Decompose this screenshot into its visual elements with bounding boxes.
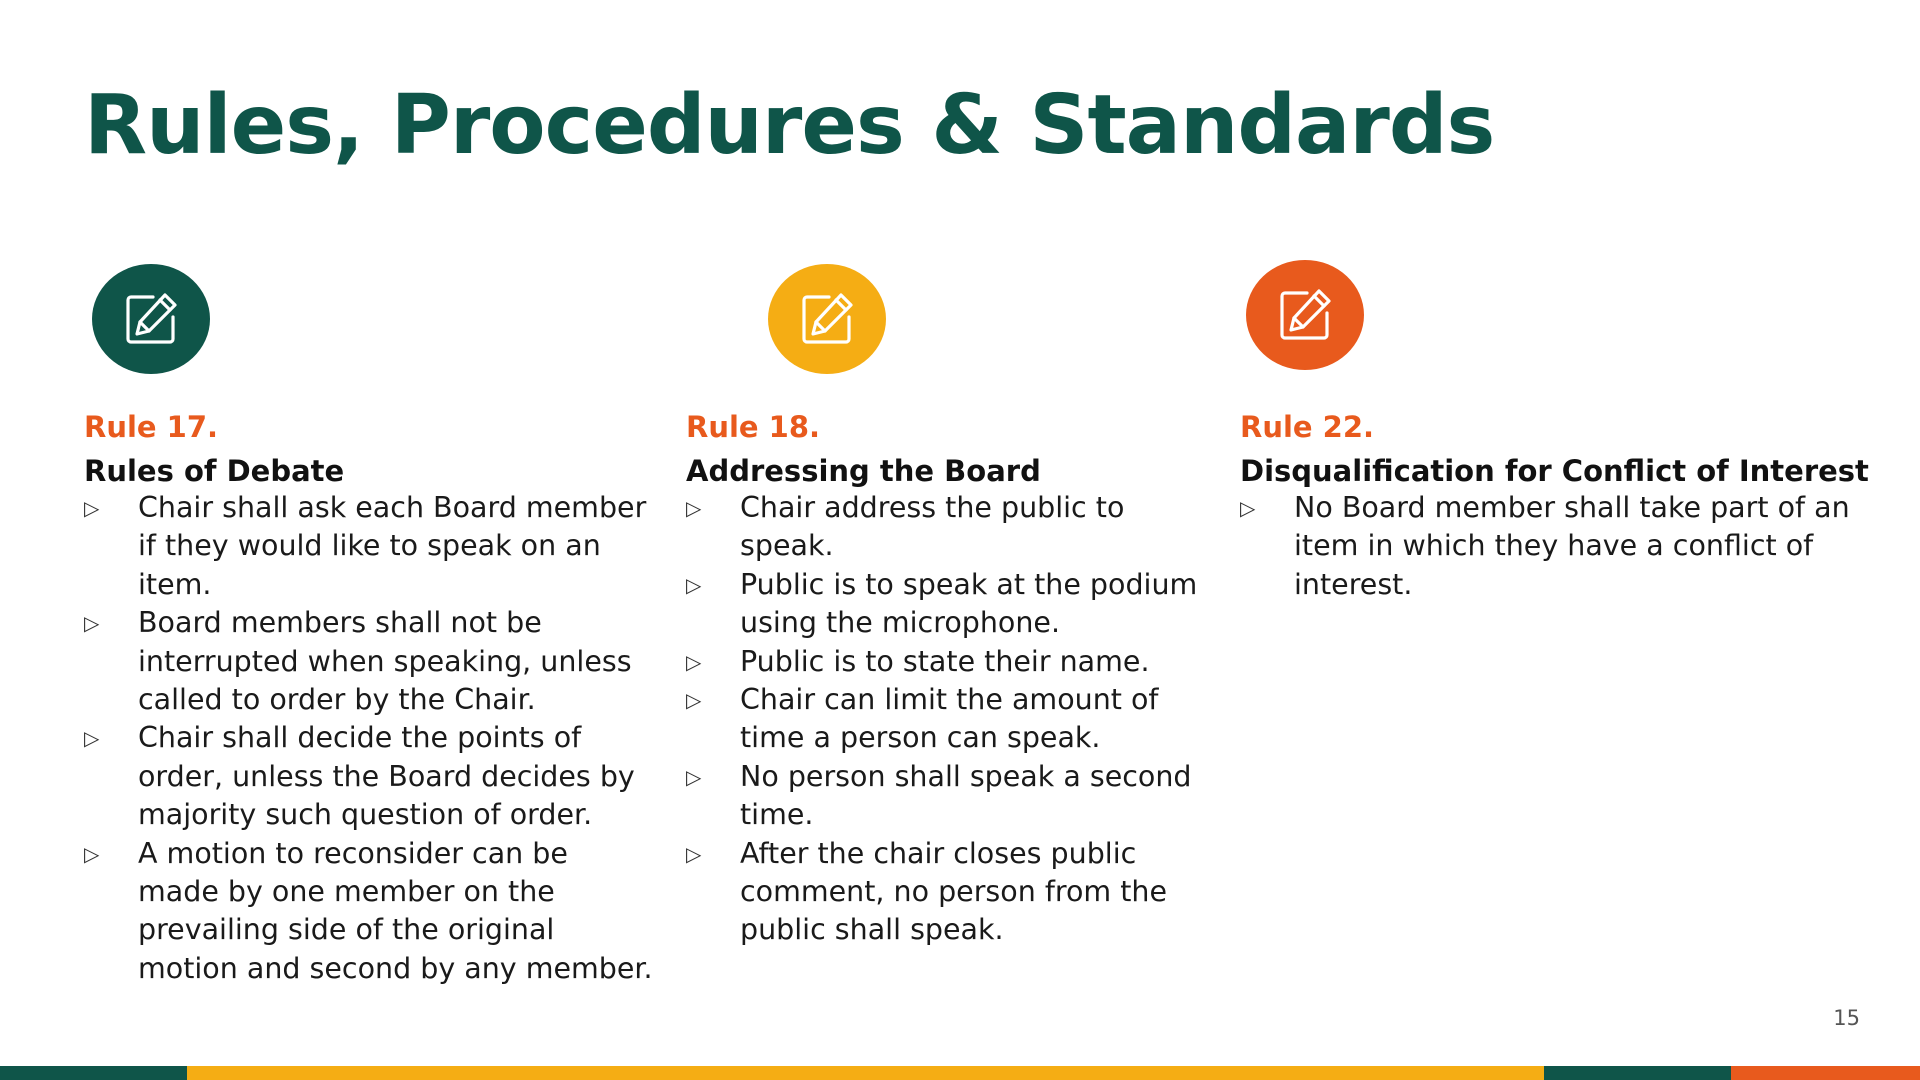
bullet-triangle-icon: ▷ [84,841,100,866]
rule-heading: Addressing the Board [686,454,1041,488]
rule-item-text: Public is to speak at the podium using the microphone. [740,567,1198,640]
footer-segment-yellow [187,1066,1544,1080]
rule-item [84,835,654,989]
edit-note-icon [1246,260,1364,370]
footer-segment-orange [1731,1066,1920,1080]
bullet-triangle-icon: ▷ [686,841,702,866]
rule-number: Rule 22. [1240,410,1375,444]
rule-item-text: A motion to reconsider can be made by one member on the prevailing side of the original motion and second by any member. [138,836,653,985]
rule-list [686,489,1226,950]
edit-note-icon [92,264,210,374]
rule-list [84,489,654,988]
rule-item-text: Chair address the public to speak. [740,491,1125,563]
rule-heading: Rules of Debate [84,454,345,488]
slide-title: Rules, Procedures & Standards [84,78,1495,173]
rule-item [686,758,1226,835]
rule-item-text: Chair shall ask each Board member if they would like to speak on an item. [138,491,647,601]
bullet-triangle-icon: ▷ [686,688,702,713]
rule-item [686,681,1226,758]
bullet-triangle-icon: ▷ [686,496,702,520]
rule-item [686,489,1226,566]
bullet-triangle-icon: ▷ [686,649,702,674]
rule-item-text: Public is to state their name. [740,644,1150,678]
rule-item [84,719,654,834]
footer-color-bar [0,1066,1920,1080]
page-number: 15 [1833,1006,1860,1030]
bullet-triangle-icon: ▷ [84,496,100,520]
footer-segment-green [0,1066,187,1080]
bullet-triangle-icon: ▷ [84,726,100,751]
rule-list [1240,489,1880,604]
rule-item [686,835,1226,950]
rule-column-22 [1240,262,1880,604]
rule-item [686,643,1226,681]
rule-heading: Disqualification for Conflict of Interest [1240,454,1869,488]
rule-column-17 [84,262,654,988]
rule-item-text: Chair can limit the amount of time a person can speak. [740,683,1159,755]
rule-number: Rule 18. [686,410,821,444]
rule-item-text: Board members shall not be interrupted when speaking, unless called to order by the Chair. [138,606,632,717]
bullet-triangle-icon: ▷ [84,611,100,636]
bullet-triangle-icon: ▷ [686,764,702,789]
rule-item-text: No person shall speak a second time. [740,759,1192,832]
bullet-triangle-icon: ▷ [1240,496,1256,520]
rule-item [84,604,654,719]
rule-number: Rule 17. [84,410,219,444]
rule-item [1240,489,1880,604]
bullet-triangle-icon: ▷ [686,572,702,597]
rule-item-text: Chair shall decide the points of order, unless the Board decides by majority such question of order. [138,721,635,832]
rule-item [84,489,654,604]
rule-column-18 [686,262,1226,950]
rule-item [686,566,1226,643]
rule-item-text: No Board member shall take part of an item in which they have a conflict of interest. [1294,491,1850,601]
footer-segment-green [1544,1066,1731,1080]
rule-item-text: After the chair closes public comment, no person from the public shall speak. [740,836,1167,947]
edit-note-icon [768,264,886,374]
